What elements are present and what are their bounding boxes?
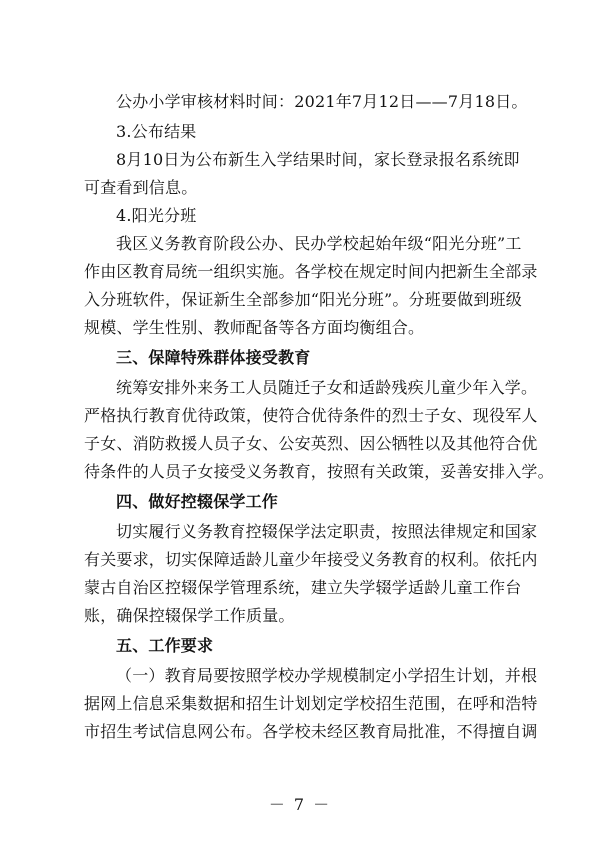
paragraph-line: 公办小学审核材料时间：2021年7月12日——7月18日。 [116,92,528,111]
paragraph-line: 规模、学生性别、教师配备等各方面均衡组合。 [84,318,425,337]
section-heading: 五、工作要求 [116,636,214,655]
paragraph-line: 子女、消防救援人员子女、公安英烈、因公牺牲以及其他符合优 [84,434,538,453]
paragraph-line: 统筹安排外来务工人员随迁子女和适龄残疾儿童少年入学。 [116,378,538,397]
paragraph-line: （一）教育局要按照学校办学规模制定小学招生计划，并根 [116,666,538,685]
paragraph-line: 待条件的人员子女接受义务教育，按照有关政策，妥善安排入学。 [84,462,554,481]
paragraph-line: 市招生考试信息网公布。各学校未经区教育局批准，不得擅自调 [84,722,538,741]
paragraph-line: 我区义务教育阶段公办、民办学校起始年级“阳光分班”工 [116,234,522,253]
paragraph-line: 8月10日为公布新生入学结果时间，家长登录报名系统即 [116,150,520,169]
paragraph-line: 蒙古自治区控辍保学管理系统，建立失学辍学适龄儿童工作台 [84,578,522,597]
page-number: － 7 － [268,795,332,814]
paragraph-line: 有关要求，切实保障适龄儿童少年接受义务教育的权利。依托内 [84,550,538,569]
paragraph-line: 切实履行义务教育控辍保学法定职责，按照法律规定和国家 [116,522,538,541]
paragraph-line: 据网上信息采集数据和招生计划划定学校招生范围，在呼和浩特 [84,694,538,713]
section-heading: 四、做好控辍保学工作 [116,492,279,511]
paragraph-line: 作由区教育局统一组织实施。各学校在规定时间内把新生全部录 [84,262,538,281]
paragraph-line: 可查看到信息。 [84,178,198,197]
subsection-heading: 4.阳光分班 [116,206,197,225]
paragraph-line: 入分班软件，保证新生全部参加“阳光分班”。分班要做到班级 [84,290,522,309]
paragraph-line: 严格执行教育优待政策，使符合优待条件的烈士子女、现役军人 [84,406,538,425]
subsection-heading: 3.公布结果 [116,122,197,141]
section-heading: 三、保障特殊群体接受教育 [116,348,311,367]
paragraph-line: 账，确保控辍保学工作质量。 [84,606,295,625]
